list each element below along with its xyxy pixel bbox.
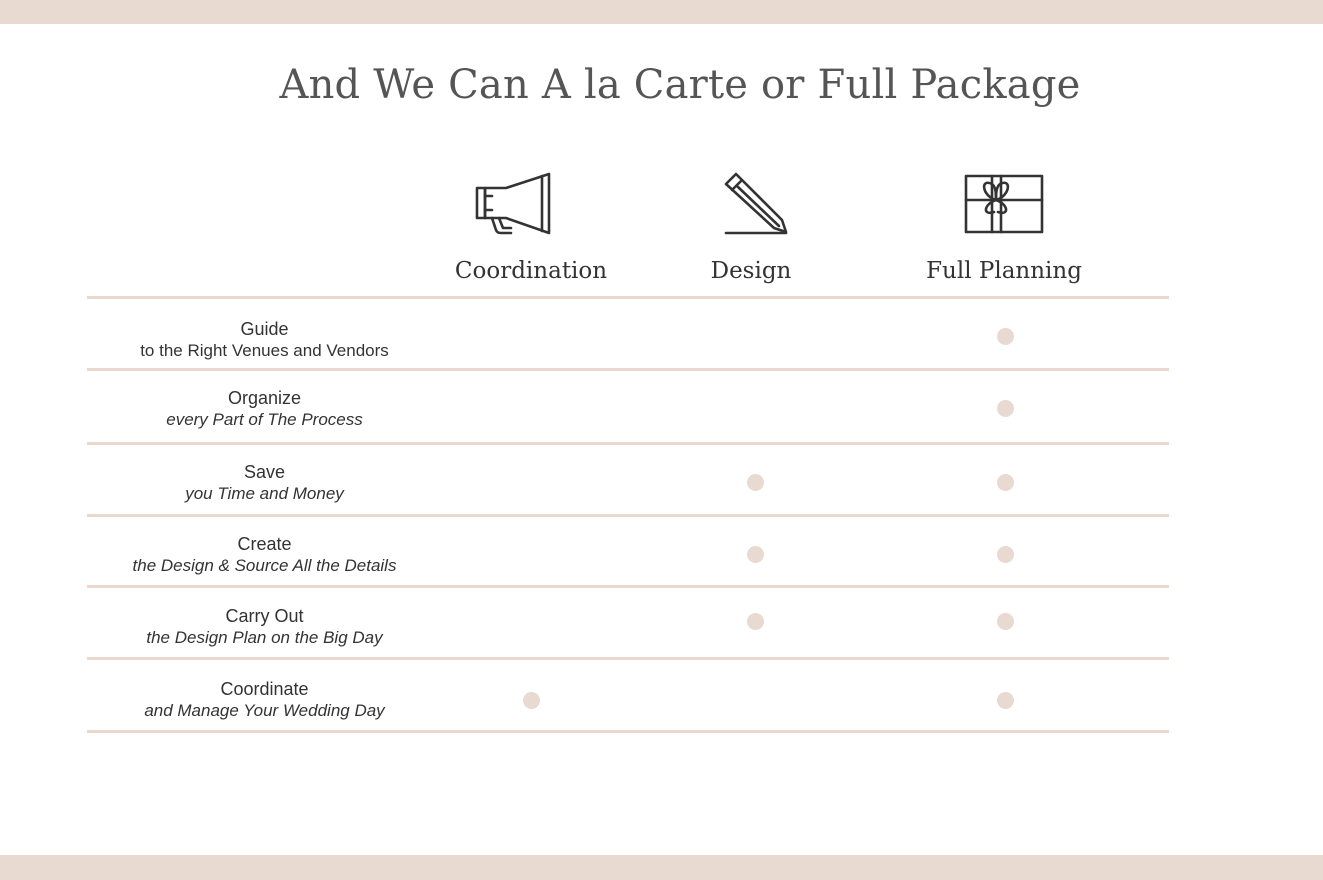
column-label-full-planning: Full Planning [926,258,1082,284]
included-dot [997,474,1014,491]
gift-icon [962,170,1048,238]
row-title: Create [237,534,292,554]
table-divider [87,368,1169,371]
row-subtitle: you Time and Money [185,484,344,503]
included-dot [997,328,1014,345]
row-subtitle: the Design & Source All the Details [132,556,397,575]
table-divider [87,514,1169,517]
table-divider [87,585,1169,588]
top-band [0,0,1323,24]
included-dot [747,546,764,563]
table-divider [87,730,1169,733]
included-dot [523,692,540,709]
row-title: Coordinate [220,679,309,699]
table-row [87,387,442,431]
included-dot [997,400,1014,417]
table-row [87,678,442,722]
table-row [87,461,442,505]
table-row [87,318,442,362]
included-dot [747,613,764,630]
table-row [87,605,442,649]
included-dot [997,613,1014,630]
table-divider [87,296,1169,299]
megaphone-icon [474,170,554,238]
pencil-icon [722,170,792,238]
row-subtitle: every Part of The Process [166,410,363,429]
row-title: Save [243,462,286,482]
table-divider [87,442,1169,445]
row-subtitle: to the Right Venues and Vendors [140,341,389,360]
included-dot [997,546,1014,563]
column-label-coordination: Coordination [454,258,608,284]
row-subtitle: and Manage Your Wedding Day [144,701,385,720]
page-title: And We Can A la Carte or Full Package [279,62,1081,108]
table-row [87,533,442,577]
row-title: Organize [227,388,302,408]
table-divider [87,657,1169,660]
included-dot [997,692,1014,709]
row-subtitle: the Design Plan on the Big Day [146,628,383,647]
included-dot [747,474,764,491]
bottom-band [0,855,1323,880]
row-title: Carry Out [225,606,304,626]
row-title: Guide [240,319,289,339]
column-label-design: Design [710,258,792,284]
